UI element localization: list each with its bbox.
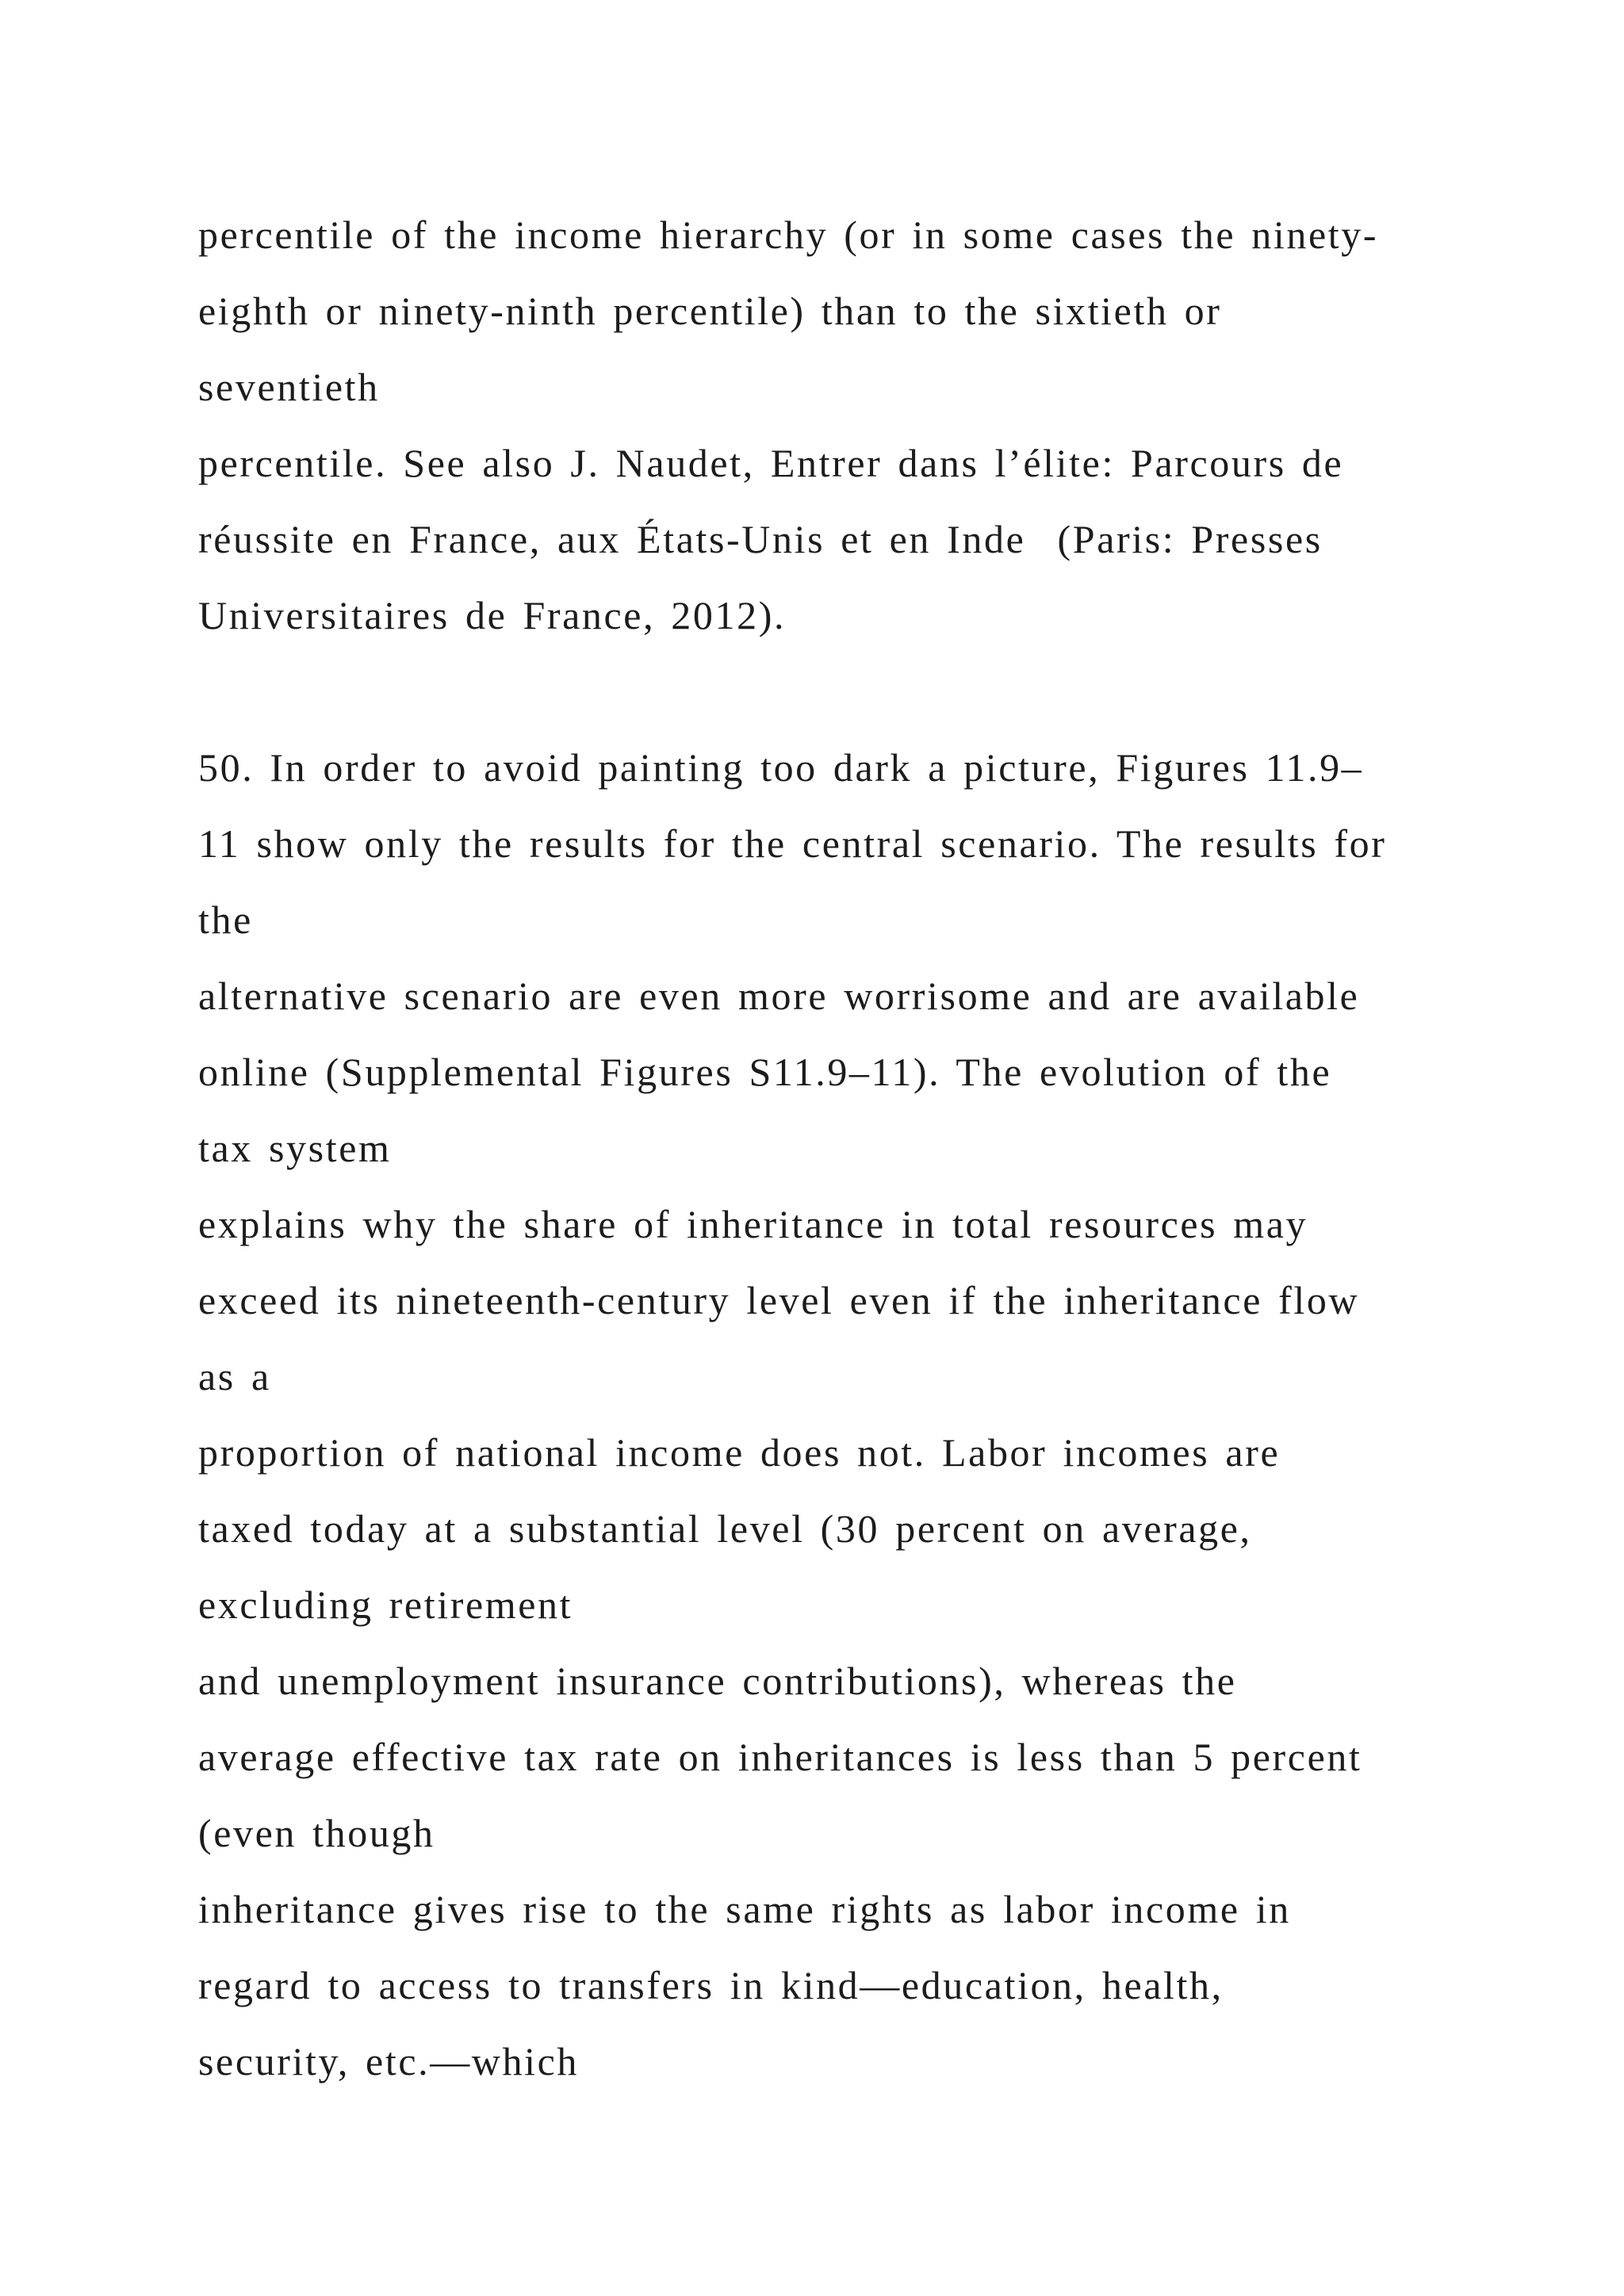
text-line: security, etc.—which [198, 2039, 579, 2084]
text-line: the [198, 897, 253, 942]
text-line: Universitaires de France, 2012). [198, 593, 787, 637]
text-line: seventieth [198, 365, 380, 409]
text-line: and unemployment insurance contributions), whereas the [198, 1659, 1237, 1703]
text-line: 50. In order to avoid painting too dark a picture, Figures 11.9– [198, 745, 1364, 790]
text-line: eighth or ninety-ninth percentile) than to the sixtieth or [198, 289, 1222, 333]
text-line: proportion of national income does not. Labor incomes are [198, 1430, 1281, 1475]
text-line: explains why the share of inheritance in total resources may [198, 1202, 1308, 1246]
footnote-50 [198, 729, 1546, 2099]
text-line: percentile. See also J. Naudet, Entrer dans l’élite: Parcours de [198, 441, 1344, 485]
text-line: réussite en France, aux États-Unis et en Inde (Paris: Presses [198, 517, 1323, 561]
text-line: excluding retirement [198, 1582, 573, 1627]
text-line: alternative scenario are even more worrisome and are available [198, 974, 1360, 1018]
text-line: (even though [198, 1811, 435, 1855]
text-line: inheritance gives rise to the same rights as labor income in [198, 1887, 1291, 1931]
text-line: online (Supplemental Figures S11.9–11). The evolution of the [198, 1050, 1332, 1094]
text-line: as a [198, 1354, 271, 1399]
text-line: tax system [198, 1126, 392, 1170]
text-line: taxed today at a substantial level (30 percent on average, [198, 1506, 1252, 1551]
text-line: average effective tax rate on inheritances is less than 5 percent [198, 1735, 1362, 1779]
text-line: percentile of the income hierarchy (or in some cases the ninety- [198, 212, 1379, 257]
text-line: exceed its nineteenth-century level even if the inheritance flow [198, 1278, 1360, 1322]
text-line: 11 show only the results for the central scenario. The results for [198, 821, 1387, 866]
footnote-continuation [198, 197, 1546, 653]
text-line: regard to access to transfers in kind—education, health, [198, 1963, 1224, 2007]
